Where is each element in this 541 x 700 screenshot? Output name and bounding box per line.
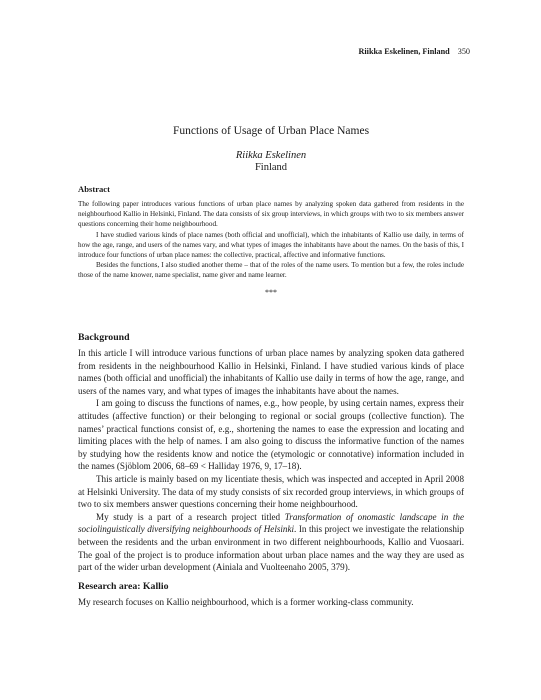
body-text-run: My study is a part of a research project titled xyxy=(96,511,285,522)
page xyxy=(78,0,470,700)
abstract-heading: Abstract xyxy=(78,184,110,194)
body-paragraph xyxy=(78,511,464,574)
body-paragraph: In this article I will introduce various functions of urban place names by analyzing spoken data gathered from residents in the neighbourhood Kallio in Helsinki, Finland. I have studied various kinds of place names (both official and unofficial) the inhabitants of Kallio use daily in terms of how the age, range, and users of the names vary, and what types of images the inhabitants have about the names. xyxy=(78,348,464,396)
research-area-heading: Research area: Kallio xyxy=(78,580,169,592)
project-title: Transformation of onomastic landscape in the sociolinguistically diversifying neighbourhoods of Helsinki xyxy=(78,511,465,535)
author-affiliation: Finland xyxy=(254,162,288,173)
abstract-paragraph: I have studied various kinds of place names (both official and unofficial), which the inhabitants of Kallio use daily, in terms of how the age, range, and users of the names vary, and what types of images the inhabitants have about the names. On the basis of this, I introduce four functions of urban place names: the collective, practical, affective and informative functions. xyxy=(78,230,464,260)
paper-title: Functions of Usage of Urban Place Names xyxy=(172,125,370,137)
body-paragraph: This article is mainly based on my licentiate thesis, which was inspected and accepted in April 2008 at Helsinki University. The data of my study consists of six recorded group interviews, in which groups of two to six members answer questions concerning their home neighbourhood. xyxy=(78,473,464,510)
body-text-run: . In this project we investigate the relationship between the residents and the urban environment in two different neighbourhoods, Kallio and Vuosaari. The goal of the project is to produce information about urban place names and the way they are used as part of the wider urban development (Ainiala and Vuolteenaho 2005, 379). xyxy=(78,524,464,573)
running-head xyxy=(358,47,470,56)
body-paragraph: My research focuses on Kallio neighbourhood, which is a former working-class community. xyxy=(78,596,414,607)
author-name: Riikka Eskelinen xyxy=(235,150,307,161)
abstract-paragraph: The following paper introduces various functions of urban place names by analyzing spoken data gathered from residents in the neighbourhood Kallio in Helsinki, Finland. The data consists of six group interviews, in which groups with two to six members answer questions concerning their home neighbourhood. xyxy=(78,200,465,229)
abstract-paragraph: Besides the functions, I also studied another theme – that of the roles of the name users. To mention but a few, the roles include those of the name knower, name specialist, name giver and name learner. xyxy=(78,261,464,280)
page-number: 350 xyxy=(457,47,470,56)
abstract-section xyxy=(78,184,464,298)
background-heading: Background xyxy=(78,332,130,343)
body-section xyxy=(78,331,464,608)
title-block xyxy=(78,124,464,174)
section-separator: *** xyxy=(265,287,277,297)
running-head-author: Riikka Eskelinen, Finland xyxy=(358,47,450,56)
body-paragraph: I am going to discuss the functions of names, e.g., how people, by using certain names, express their attitudes (affective function) or their belonging to regional or social groups (collective function). The names’ practical functions consist of, e.g., shortening the names to ease the expression and locating and limiting places with the help of names. I am also going to discuss the informative function of the names by studying how the residents know and notice the (etymologic or connotative) information included in the names (Sjöblom 2006, 68–69 < Halliday 1976, 9, 17–18). xyxy=(78,398,464,472)
